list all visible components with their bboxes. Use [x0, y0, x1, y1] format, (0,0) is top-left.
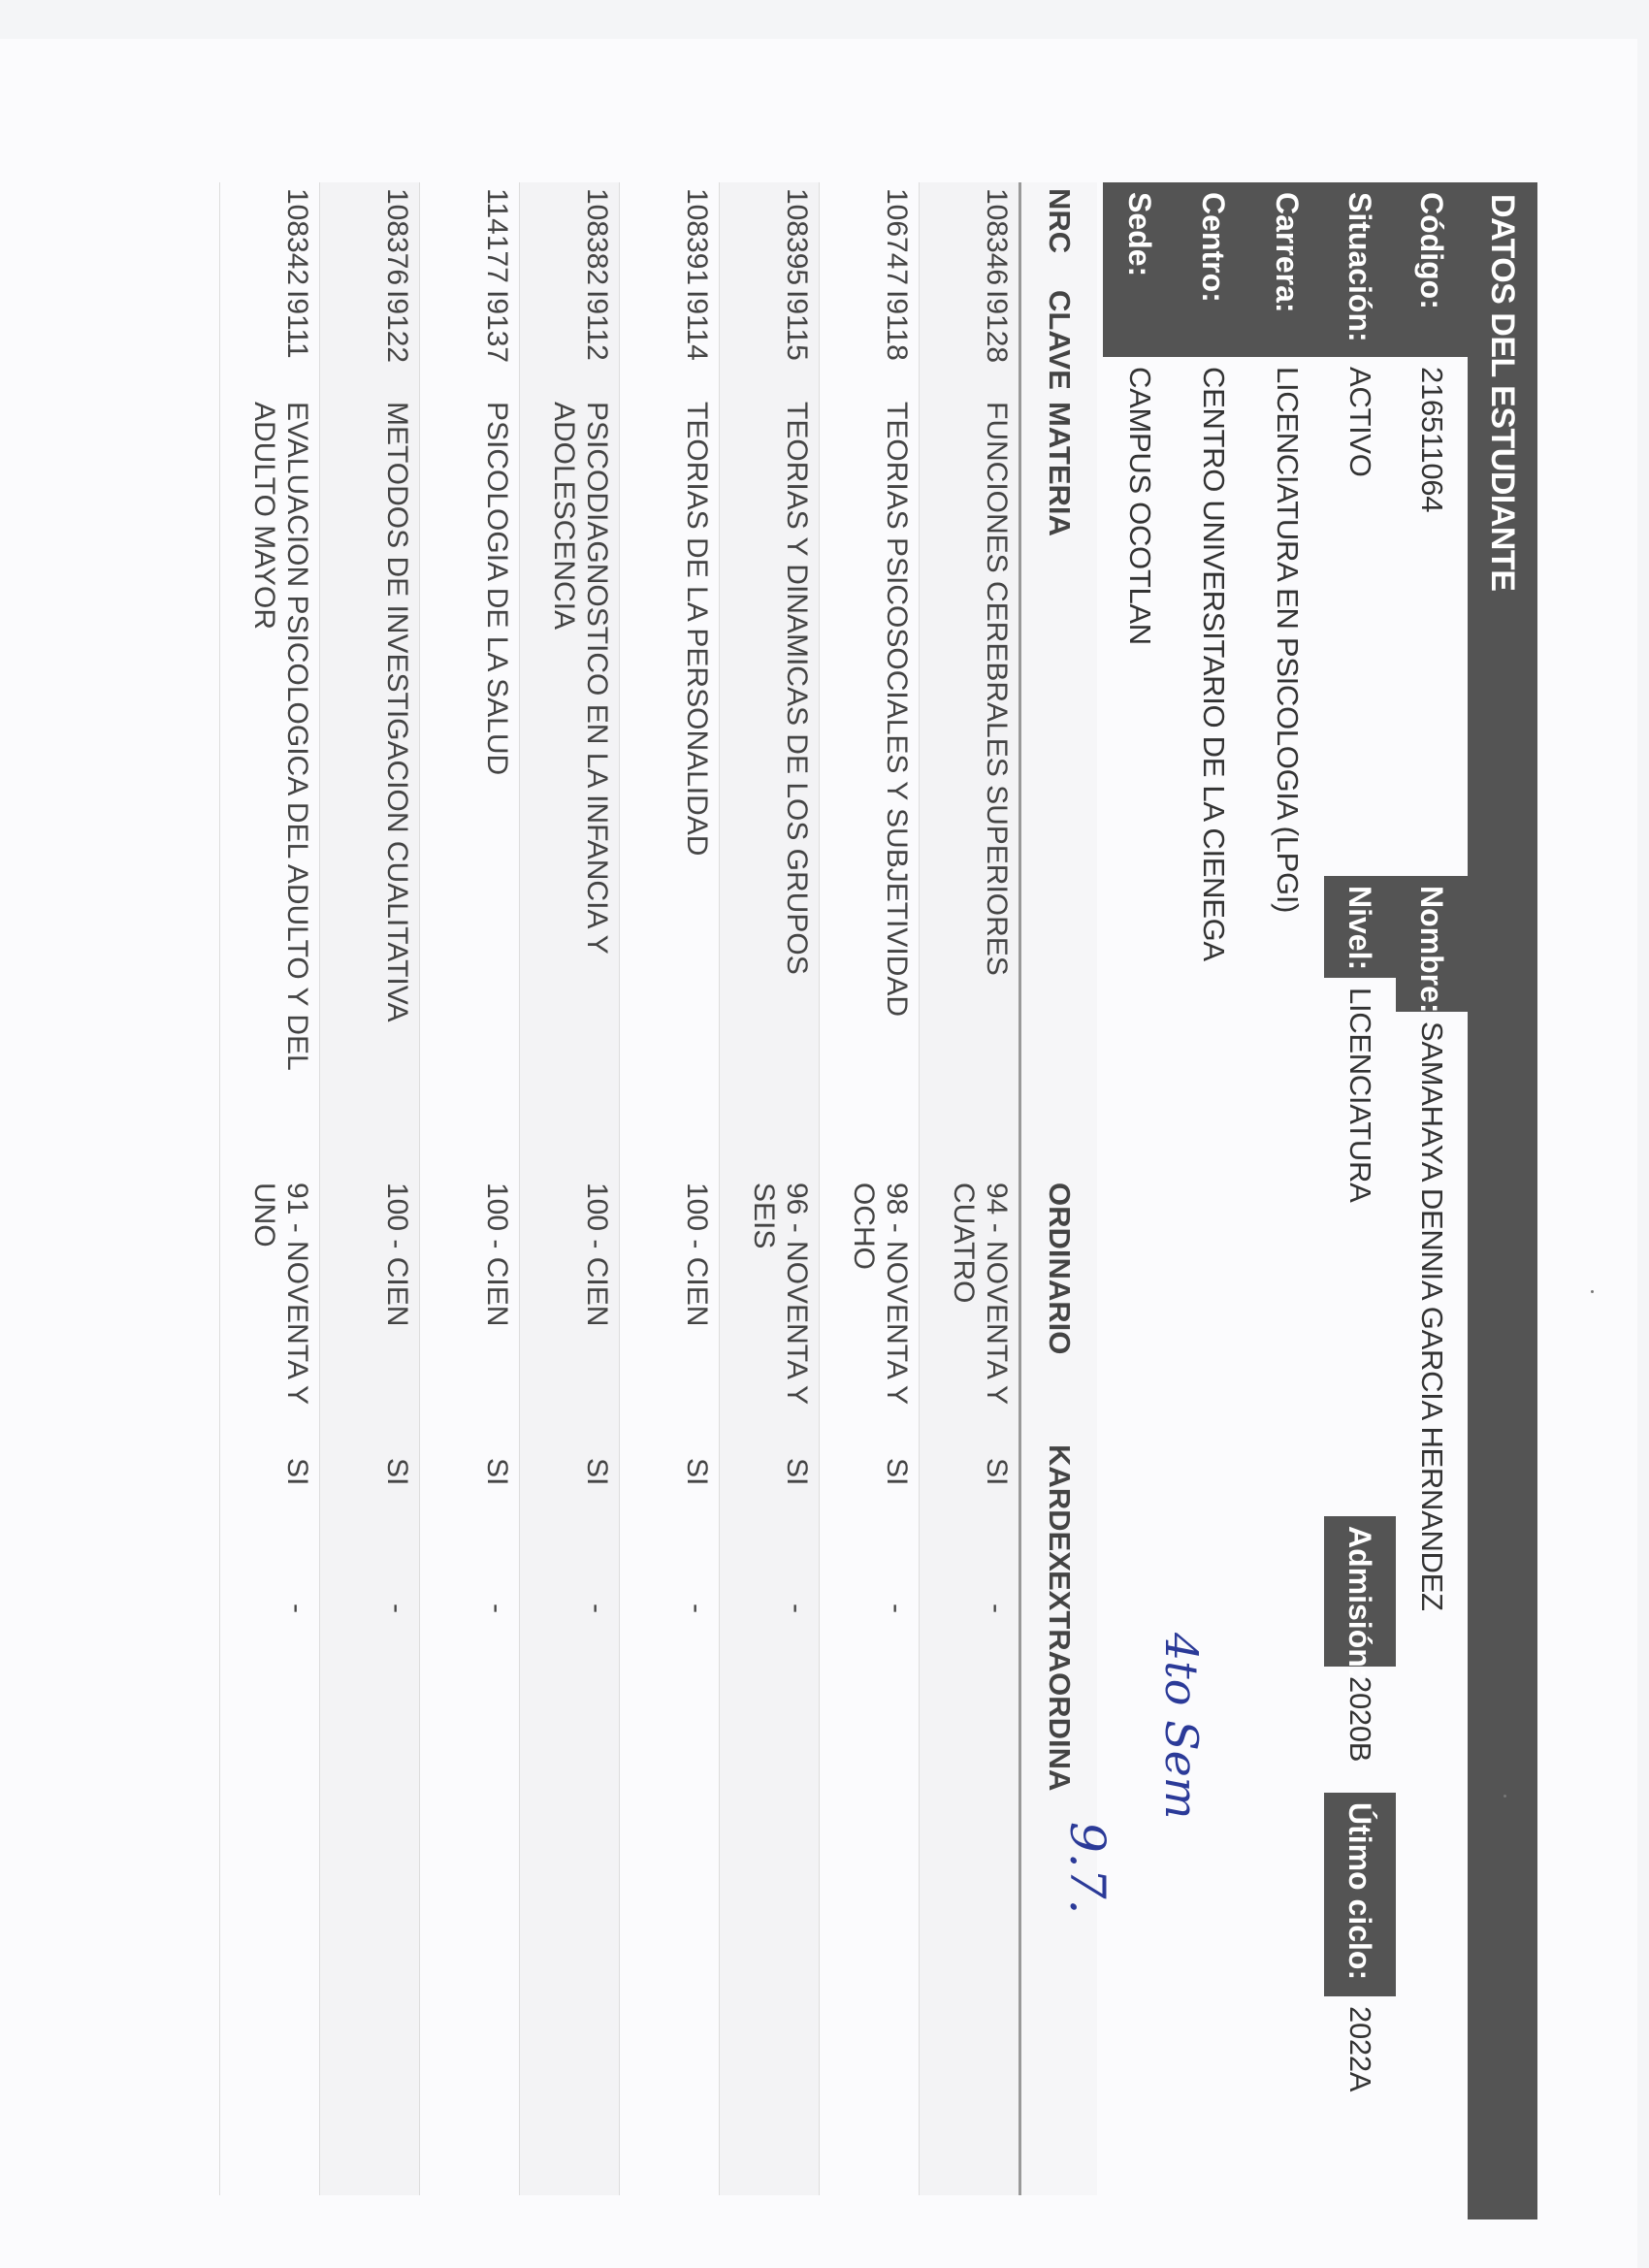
grades-table — [219, 182, 1097, 2195]
clave-cell: I9112 — [520, 284, 620, 396]
materia-cell: PSICODIAGNOSTICO EN LA INFANCIA Y ADOLESCENCIA — [520, 396, 620, 1177]
col-header-extraordinario: EXTRAORDINA — [1020, 1565, 1098, 2195]
centro-label: Centro: — [1177, 182, 1250, 357]
section-title: DATOS DEL ESTUDIANTE — [1468, 182, 1537, 2219]
col-header-ordinario: ORDINARIO — [1020, 1177, 1098, 1439]
admision-label: Admisión: — [1324, 1516, 1396, 1667]
nombre-label: Nombre: — [1396, 876, 1468, 1012]
nrc-cell: 106747 — [820, 182, 920, 284]
ordinario-cell: 91 - NOVENTA Y UNO — [220, 1177, 320, 1439]
clave-cell: I9111 — [220, 284, 320, 396]
ordinario-cell: 100 - CIEN — [420, 1177, 520, 1439]
ordinario-cell: 94 - NOVENTA Y CUATRO — [920, 1177, 1020, 1439]
extraordinario-cell: - — [420, 1565, 520, 2195]
clave-cell: I9128 — [920, 284, 1020, 396]
carrera-value: LICENCIATURA EN PSICOLOGIA (LPGI) — [1271, 367, 1305, 914]
row-carrera — [1250, 182, 1324, 2219]
scan-speck — [1591, 1290, 1594, 1293]
sede-label: Sede: — [1103, 182, 1177, 357]
clave-cell: I9114 — [620, 284, 720, 396]
nombre-value: SAMAHAYA DENNIA GARCIA HERNANDEZ — [1415, 1021, 1449, 1611]
table-row — [920, 182, 1020, 2195]
row-centro — [1177, 182, 1250, 2219]
row-codigo-nombre — [1396, 182, 1468, 2219]
ultimo-ciclo-label: Útimo ciclo: — [1324, 1793, 1396, 1996]
nivel-value: LICENCIATURA — [1343, 988, 1377, 1203]
materia-cell: METODOS DE INVESTIGACION CUALITATIVA — [320, 396, 420, 1177]
nrc-cell: 108376 — [320, 182, 420, 284]
situacion-value: ACTIVO — [1343, 367, 1377, 477]
materia-cell: FUNCIONES CEREBRALES SUPERIORES — [920, 396, 1020, 1177]
table-row — [320, 182, 420, 2195]
scan-speck — [1504, 1795, 1506, 1798]
student-record — [219, 182, 1537, 2219]
col-header-nrc: NRC — [1020, 182, 1098, 284]
col-header-kardex: KARDEX — [1020, 1439, 1098, 1565]
centro-value: CENTRO UNIVERSITARIO DE LA CIENEGA — [1197, 367, 1231, 961]
materia-cell: EVALUACION PSICOLOGICA DEL ADULTO Y DEL ADULTO MAYOR — [220, 396, 320, 1177]
extraordinario-cell: - — [220, 1565, 320, 2195]
nivel-label: Nivel: — [1324, 876, 1396, 978]
col-header-clave: CLAVE — [1020, 284, 1098, 396]
ordinario-cell: 98 - NOVENTA Y OCHO — [820, 1177, 920, 1439]
ultimo-ciclo-value: 2022A — [1343, 2006, 1377, 2092]
admision-value: 2020B — [1343, 1676, 1377, 1763]
ordinario-cell: 96 - NOVENTA Y SEIS — [720, 1177, 820, 1439]
nrc-cell: 108395 — [720, 182, 820, 284]
kardex-cell: SI — [220, 1439, 320, 1565]
kardex-cell: SI — [920, 1439, 1020, 1565]
extraordinario-cell: - — [920, 1565, 1020, 2195]
scanned-page — [0, 39, 1637, 2268]
materia-cell: TEORIAS DE LA PERSONALIDAD — [620, 396, 720, 1177]
extraordinario-cell: - — [520, 1565, 620, 2195]
nrc-cell: 108346 — [920, 182, 1020, 284]
extraordinario-cell: - — [620, 1565, 720, 2195]
kardex-cell: SI — [420, 1439, 520, 1565]
clave-cell: I9115 — [720, 284, 820, 396]
handwritten-average-note: 9.7. — [1059, 1822, 1116, 1915]
sede-value: CAMPUS OCOTLAN — [1123, 367, 1157, 645]
nrc-cell: 108382 — [520, 182, 620, 284]
nrc-cell: 108342 — [220, 182, 320, 284]
row-situacion — [1324, 182, 1396, 2219]
clave-cell: I9122 — [320, 284, 420, 396]
situacion-label: Situación: — [1324, 182, 1396, 357]
col-header-materia: MATERIA — [1020, 396, 1098, 1177]
ordinario-cell: 100 - CIEN — [520, 1177, 620, 1439]
nrc-cell: 108391 — [620, 182, 720, 284]
ordinario-cell: 100 - CIEN — [620, 1177, 720, 1439]
kardex-cell: SI — [520, 1439, 620, 1565]
ordinario-cell: 100 - CIEN — [320, 1177, 420, 1439]
table-row — [720, 182, 820, 2195]
carrera-label: Carrera: — [1250, 182, 1324, 357]
extraordinario-cell: - — [320, 1565, 420, 2195]
table-row — [620, 182, 720, 2195]
clave-cell: I9137 — [420, 284, 520, 396]
codigo-value: 216511064 — [1415, 367, 1449, 513]
nrc-cell: 114177 — [420, 182, 520, 284]
table-row — [820, 182, 920, 2195]
materia-cell: PSICOLOGIA DE LA SALUD — [420, 396, 520, 1177]
kardex-cell: SI — [620, 1439, 720, 1565]
materia-cell: TEORIAS PSICOSOCIALES Y SUBJETIVIDAD — [820, 396, 920, 1177]
codigo-label: Código: — [1396, 182, 1468, 357]
materia-cell: TEORIAS Y DINAMICAS DE LOS GRUPOS — [720, 396, 820, 1177]
kardex-cell: SI — [820, 1439, 920, 1565]
extraordinario-cell: - — [720, 1565, 820, 2195]
extraordinario-cell: - — [820, 1565, 920, 2195]
rotated-document — [82, 182, 1537, 2219]
clave-cell: I9118 — [820, 284, 920, 396]
table-row — [520, 182, 620, 2195]
kardex-cell: SI — [320, 1439, 420, 1565]
kardex-cell: SI — [720, 1439, 820, 1565]
table-row — [220, 182, 320, 2195]
handwritten-semester-note: 4to Sem — [1155, 1633, 1208, 1820]
table-row — [420, 182, 520, 2195]
